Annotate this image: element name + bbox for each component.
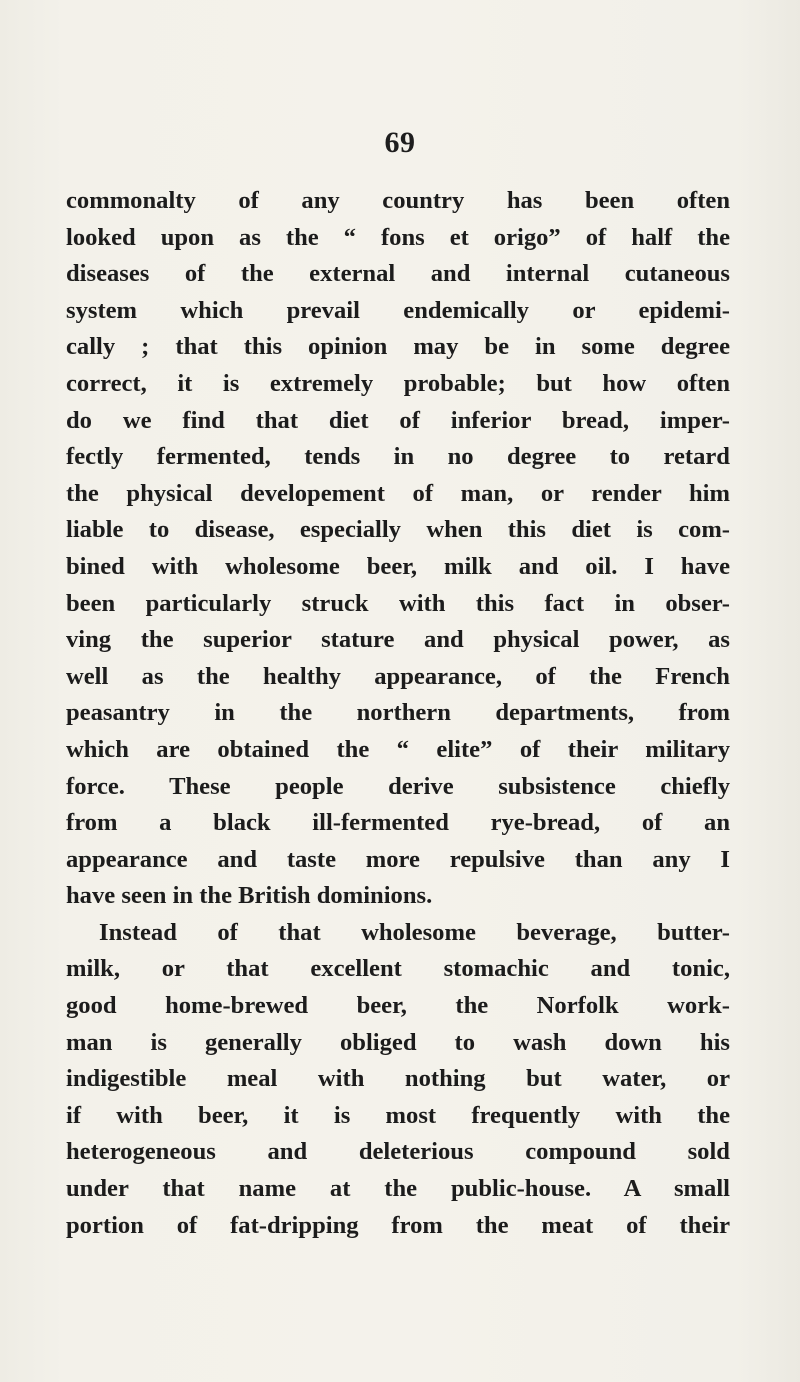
text-line: heterogeneous and deleterious compound sold [66,1138,730,1166]
text-line: ving the superior stature and physical power, as [66,626,730,654]
text-line: system which prevail endemically or epidemi- [66,296,730,324]
text-line: man is generally obliged to wash down his [66,1028,730,1056]
text-line: looked upon as the “ fons et origo” of half the [66,223,730,251]
text-line: portion of fat-dripping from the meat of their [66,1211,730,1239]
text-line: indigestible meal with nothing but water, or [66,1065,730,1093]
body-text [66,183,730,1244]
text-line: cally ; that this opinion may be in some degree [66,333,730,361]
text-line: well as the healthy appearance, of the French [66,662,730,690]
text-line: have seen in the British dominions. [66,882,433,910]
text-line: been particularly struck with this fact in obser- [66,589,730,617]
text-line: commonalty of any country has been often [66,187,730,214]
text-line: peasantry in the northern departments, from [66,699,730,727]
page-number: 69 [384,126,416,159]
text-line: under that name at the public-house. A small [66,1175,730,1203]
text-line: good home-brewed beer, the Norfolk work- [66,992,730,1020]
text-line: appearance and taste more repulsive than any I [66,845,730,873]
text-line: diseases of the external and internal cutaneous [66,260,730,288]
text-line: correct, it is extremely probable; but how often [66,369,730,397]
text-line: milk, or that excellent stomachic and tonic, [66,955,730,983]
text-line: force. These people derive subsistence chiefly [66,772,730,800]
text-line: the physical developement of man, or render him [66,479,730,507]
text-line: do we find that diet of inferior bread, imper- [66,406,730,434]
text-line: bined with wholesome beer, milk and oil. I have [66,552,730,580]
text-line: which are obtained the “ elite” of their military [66,735,730,763]
text-line: liable to disease, especially when this diet is com- [66,516,730,544]
text-line: from a black ill-fermented rye-bread, of an [66,809,730,837]
text-line: Instead of that wholesome beverage, butter- [99,918,730,946]
text-line: if with beer, it is most frequently with the [66,1101,730,1129]
text-line: fectly fermented, tends in no degree to retard [66,443,730,471]
